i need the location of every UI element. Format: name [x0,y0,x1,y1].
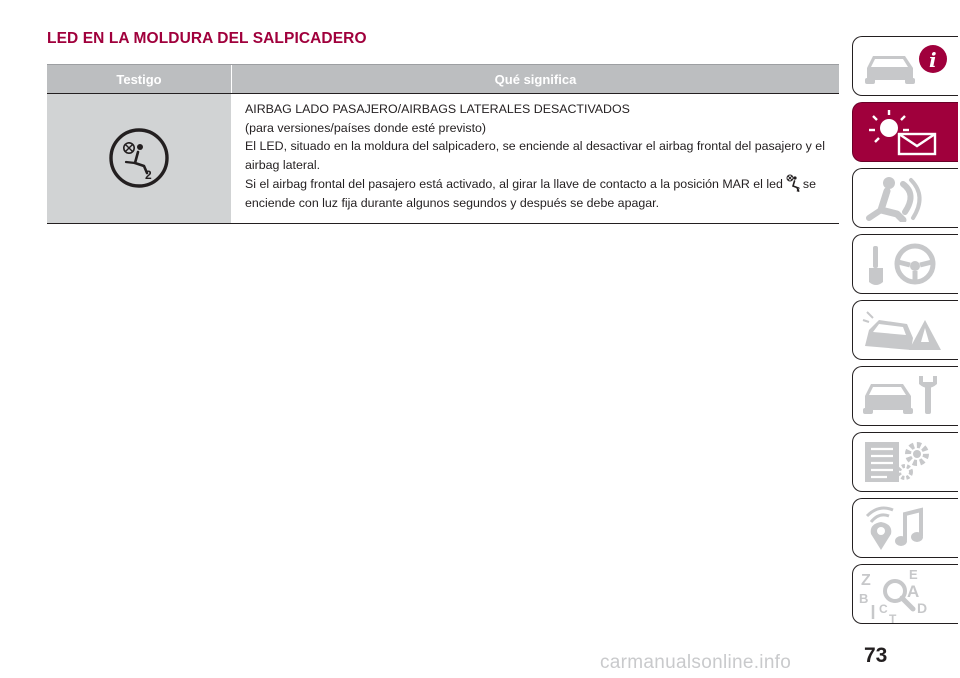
tab-safety[interactable] [852,168,958,228]
watermark: carmanualsonline.info [600,652,792,673]
index-letter-a: A [907,582,920,601]
index-letter-b: B [859,591,869,606]
svg-text:2: 2 [796,187,800,193]
section-title: LED EN LA MOLDURA DEL SALPICADERO [47,30,367,47]
steering-wheel-key-icon [859,240,951,288]
page-number: 73 [864,644,888,667]
car-info-icon [859,42,951,90]
index-search-icon [859,565,951,623]
tab-car-info[interactable] [852,36,958,96]
passenger-airbag-off-icon [107,126,171,190]
chapter-tabs [852,0,960,678]
svg-text:i: i [929,48,937,72]
header-que-significa: Qué significa [231,65,839,93]
tab-index[interactable] [852,564,958,624]
description-cell [231,94,839,223]
description-note: (para versiones/países donde esté previsto) [245,120,487,135]
tab-technical-data[interactable] [852,432,958,492]
car-accident-icon [859,306,951,354]
passenger-airbag-inline-icon [785,174,801,192]
index-letter-t: T [889,612,897,623]
description-text-2 [245,174,833,212]
table-header [47,64,839,93]
description-text-2-start: Si el airbag frontal del pasajero está activado, al girar la llave de contacto a la posición MAR el led [245,177,783,192]
description-text-2-end: se enciende con luz fija durante algunos segundos y después se debe apagar. [245,177,817,210]
svg-text:2: 2 [145,168,152,183]
index-letter-z: Z [861,572,871,589]
description-title: AIRBAG LADO PASAJERO/AIRBAGS LATERALES DESACTIVADOS [245,102,630,116]
tab-starting-driving[interactable] [852,234,958,294]
warning-light-icon [859,108,951,156]
index-letter-c: C [879,602,888,616]
tab-maintenance[interactable] [852,366,958,426]
seat-airbag-icon [859,174,951,222]
index-letter-e: E [909,567,918,582]
tab-warning-lights[interactable] [852,102,958,162]
index-letter-d: D [917,600,928,616]
tab-emergency[interactable] [852,300,958,360]
music-nav-icon [859,504,951,552]
icon-cell [47,94,231,223]
table-row [47,93,839,224]
warning-lights-table [47,64,839,224]
car-wrench-icon [859,372,951,420]
tab-multimedia[interactable] [852,498,958,558]
header-testigo: Testigo [116,71,162,87]
list-gear-icon [859,438,951,486]
description-text: El LED, situado en la moldura del salpicadero, se enciende al desactivar el airbag frontal del pasajero y el airbag lateral. [245,139,825,172]
